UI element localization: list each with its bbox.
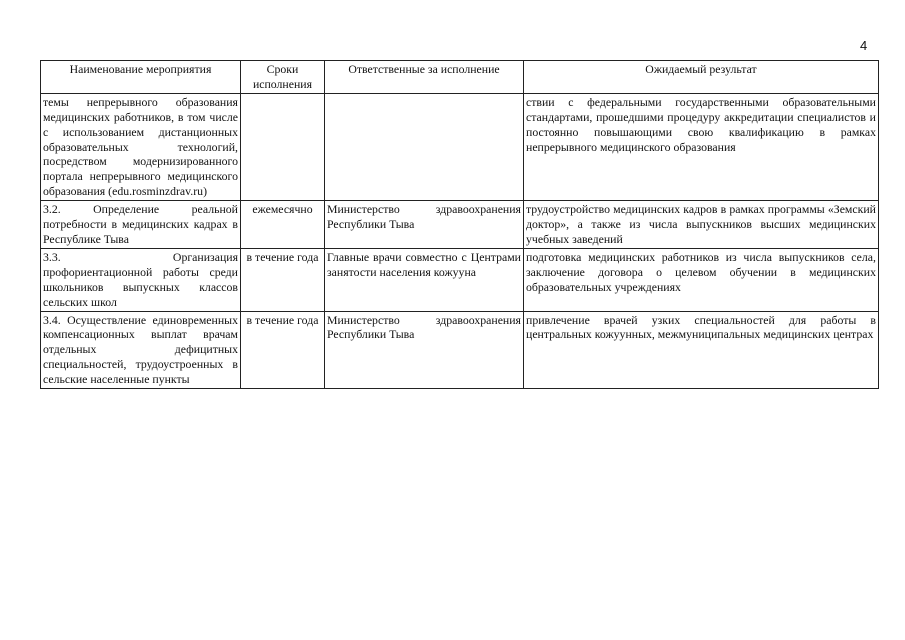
measure-name-cell: 3.4. Осуществление единовременных компенсационных выплат врачам отдельных дефицитных специальностей, трудоустроенных в сельские населенные пункты [41,311,241,389]
header-expected-result: Ожидаемый результат [524,61,879,94]
table-row [41,248,879,311]
header-measure-name: Наименование мероприятия [41,61,241,94]
result-cell: привлечение врачей узких специальностей для работы в центральных кожуунных, межмуниципальных медицинских центрах [524,311,879,389]
responsible-cell: Главные врачи совместно с Центрами занятости населения кожууна [325,248,524,311]
measures-table [40,60,879,389]
page-number: 4 [860,38,868,53]
term-cell [241,93,325,200]
table-row [41,93,879,200]
measure-name-cell: 3.2. Определение реальной потребности в медицинских кадрах в Республике Тыва [41,201,241,249]
header-term: Сроки исполнения [241,61,325,94]
result-cell: трудоустройство медицинских кадров в рамках программы «Земский доктор», а также из числа выпускников высших медицинских учебных заведений [524,201,879,249]
term-cell: в течение года [241,311,325,389]
responsible-cell [325,93,524,200]
table-row [41,311,879,389]
measure-name-cell: 3.3. Организация профориентационной работы среди школьников выпускных классов сельских школ [41,248,241,311]
table-row [41,201,879,249]
table-header-row [41,61,879,94]
term-cell: ежемесячно [241,201,325,249]
header-responsible: Ответственные за исполнение [325,61,524,94]
responsible-cell: Министерство здравоохранения Республики Тыва [325,201,524,249]
measure-name-cell: темы непрерывного образования медицинских работников, в том числе с использованием дистанционных образовательных технологий, посредством модернизированного портала непрерывного медицинского образования (edu.rosminzdrav.ru) [41,93,241,200]
term-cell: в течение года [241,248,325,311]
result-cell: ствии с федеральными государственными образовательными стандартами, прошедшими процедуру аккредитации специалистов и постоянно повышающими свою квалификацию в рамках непрерывного медицинского образования [524,93,879,200]
responsible-cell: Министерство здравоохранения Республики Тыва [325,311,524,389]
result-cell: подготовка медицинских работников из числа выпускников села, заключение договора о целевом обучении в медицинских образовательных учреждениях [524,248,879,311]
